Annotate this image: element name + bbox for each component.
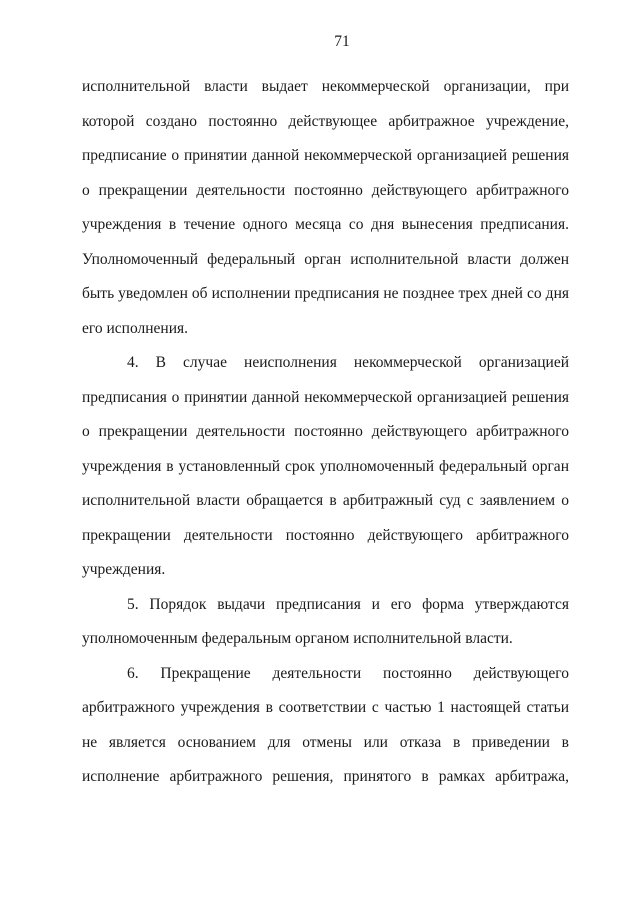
paragraph-4: 4. В случае неисполнения некоммерческой организацией предписания о принятии данной некоммерческой организацией решения о прекращении деятельности постоянно действующего арбитражного учреждения в установленный срок уполномоченный федеральный орган исполнительной власти обращается в арбитражный суд с заявлением о прекращении деятельности постоянно действующего арбитражного учреждения. (82, 354, 569, 578)
page-body (82, 70, 569, 795)
paragraph-continued: исполнительной власти выдает некоммерческой организации, при которой создано постоянно действующее арбитражное учреждение, предписание о принятии данной некоммерческой организацией решения о прекращении деятельности постоянно действующего арбитражного учреждения в течение одного месяца со дня вынесения предписания. Уполномоченный федеральный орган исполнительной власти должен быть уведомлен об исполнении предписания не позднее трех дней со дня его исполнения. (82, 78, 569, 337)
paragraph-5: 5. Порядок выдачи предписания и его форма утверждаются уполномоченным федеральным органом исполнительной власти. (82, 595, 569, 647)
page-number: 71 (334, 33, 350, 50)
paragraph-6: 6. Прекращение деятельности постоянно действующего арбитражного учреждения в соответствии с частью 1 настоящей статьи не является основанием для отмены или отказа в приведении в исполнение арбитражного решения, принятого в рамках арбитража, (82, 664, 569, 785)
